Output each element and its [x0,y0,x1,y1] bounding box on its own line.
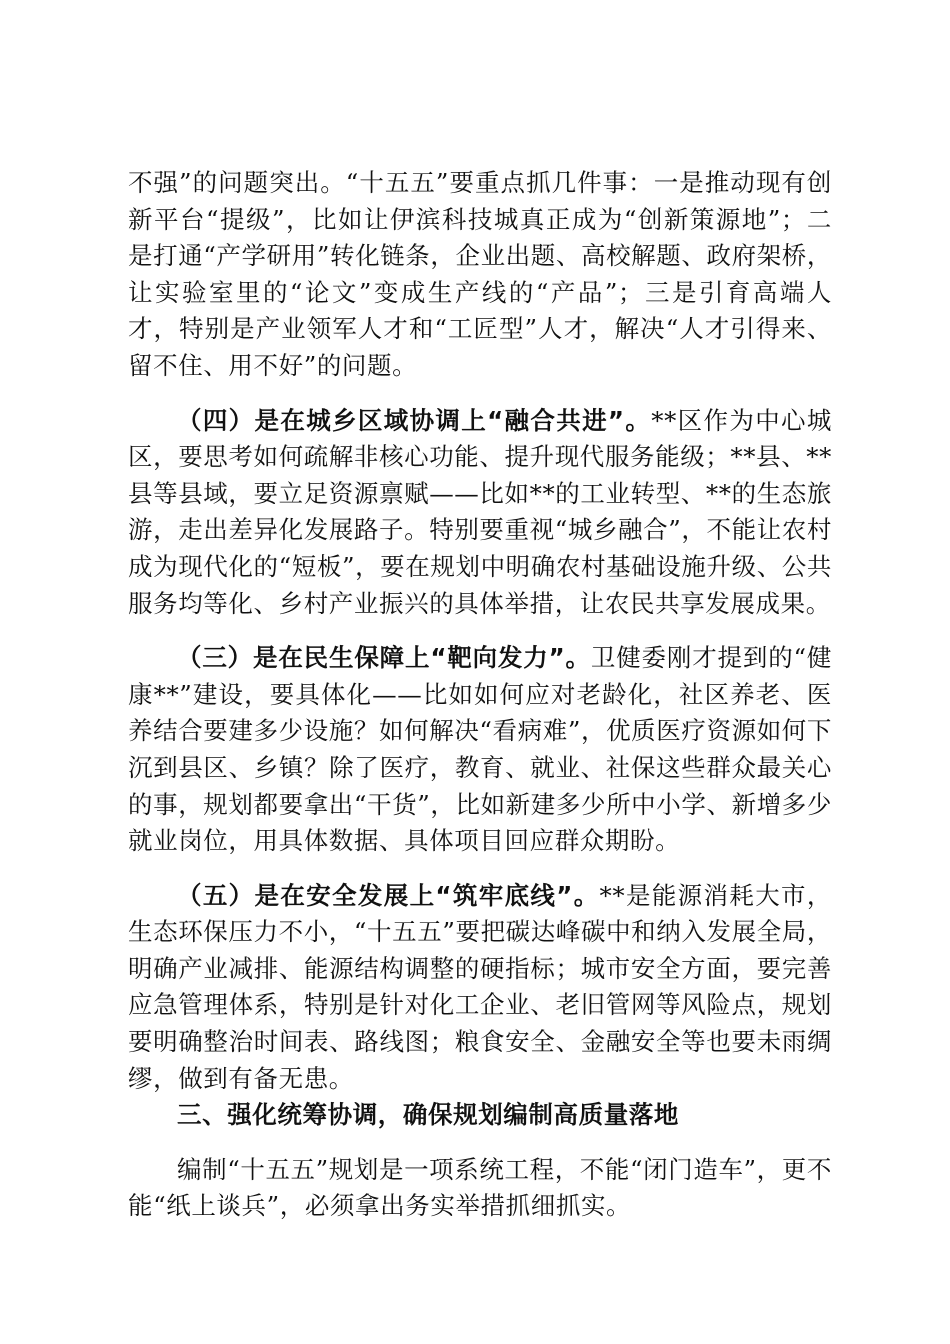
paragraph-livelihood-body: 卫健委刚才提到的“健康**”建设，要具体化——比如如何应对老龄化，社区养老、医养结合要建多少设施？如何解决“看病难”，优质医疗资源如何下沉到县区、乡镇？除了医疗，教育、就业、社保这些群众最关心的事，规划都要拿出“干货”，比如新建多少所中小学、新增多少就业岗位，用具体数据、具体项目回应群众期盼。 [128,643,832,856]
paragraph-livelihood [128,640,832,860]
paragraph-innovation-continued: 不强”的问题突出。“十五五”要重点抓几件事：一是推动现有创新平台“提级”，比如让伊滨科技城真正成为“创新策源地”；二是打通“产学研用”转化链条，企业出题、高校解题、政府架桥，让实验室里的“论文”变成生产线的“产品”；三是引育高端人才，特别是产业领军人才和“工匠型”人才，解决“人才引得来、留不住、用不好”的问题。 [128,168,832,380]
paragraph-livelihood-lead: （三）是在民生保障上“靶向发力”。 [177,643,591,673]
section-heading-three: 三、强化统筹协调，确保规划编制高质量落地 [177,1100,679,1130]
paragraph-urban-rural-body: **区作为中心城区，要思考如何疏解非核心功能、提升现代服务能级；**县、**县等县域，要立足资源禀赋——比如**的工业转型、**的生态旅游，走出差异化发展路子。特别要重视“城乡融合”，不能让农村成为现代化的“短板”，要在规划中明确农村基础设施升级、公共服务均等化、乡村产业振兴的具体举措，让农民共享发展成果。 [128,405,832,618]
paragraph-safety-lead: （五）是在安全发展上“筑牢底线”。 [177,880,600,910]
document-page [128,165,832,1225]
paragraph-coordination: 编制“十五五”规划是一项系统工程，不能“闭门造车”，更不能“纸上谈兵”，必须拿出务实举措抓细抓实。 [128,1154,832,1221]
paragraph-safety [128,878,832,1098]
paragraph-urban-rural [128,403,832,623]
paragraph-urban-rural-lead: （四）是在城乡区域协调上“融合共进”。 [177,405,652,435]
paragraph-safety-body: **是能源消耗大市，生态环保压力不小，“十五五”要把碳达峰碳中和纳入发展全局，明确产业减排、能源结构调整的硬指标；城市安全方面，要完善应急管理体系，特别是针对化工企业、老旧管网等风险点，规划要明确整治时间表、路线图；粮食安全、金融安全等也要未雨绸缪，做到有备无患。 [128,880,832,1093]
